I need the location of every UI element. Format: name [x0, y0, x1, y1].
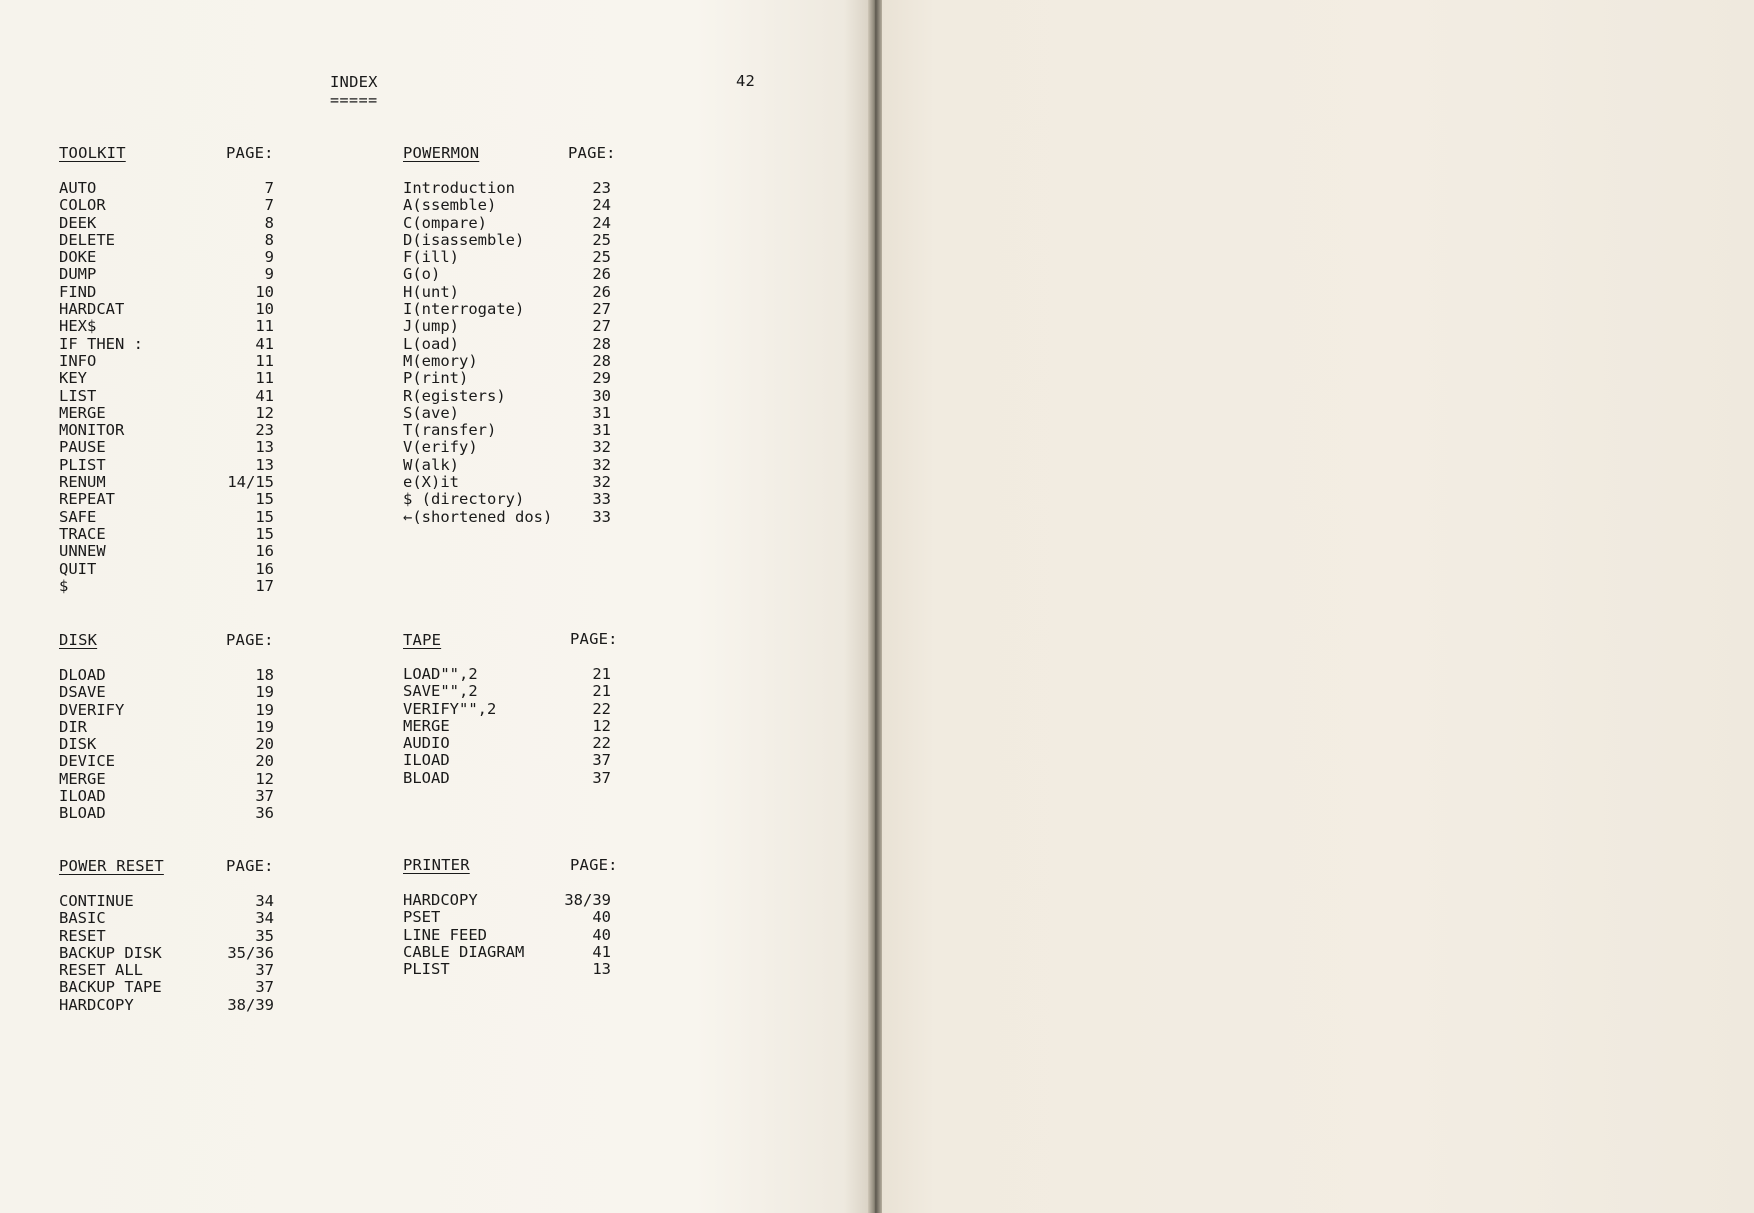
entry-page: 25: [592, 248, 611, 267]
index-entry: [403, 683, 613, 700]
entry-name: DSAVE: [59, 683, 106, 702]
index-entry: [403, 509, 613, 526]
entry-name: PLIST: [59, 455, 106, 474]
entry-page: 37: [255, 978, 274, 997]
index-entry: [59, 561, 279, 578]
entry-page: 40: [592, 908, 611, 927]
entry-name: CONTINUE: [59, 892, 134, 910]
entry-name: KEY: [59, 369, 87, 388]
entry-page: 13: [255, 438, 274, 457]
entry-name: QUIT: [59, 559, 97, 578]
entry-name: T(ransfer): [403, 421, 497, 440]
entry-page: 8: [264, 213, 274, 232]
entry-page: 33: [592, 507, 611, 526]
entry-page: 21: [592, 665, 611, 683]
entry-name: HARDCOPY: [403, 891, 478, 909]
entry-name: LOAD"",2: [403, 665, 478, 683]
entry-page: 25: [592, 230, 611, 249]
entry-name: FIND: [59, 282, 97, 301]
page-column-label-disk: PAGE:: [226, 631, 274, 649]
entry-page: 15: [255, 490, 274, 509]
entry-page: 9: [264, 265, 274, 284]
entry-name: HEX$: [59, 317, 97, 336]
index-entry: [403, 422, 613, 439]
entry-page: 19: [255, 683, 274, 702]
index-entry: [403, 770, 613, 787]
entry-page: 19: [255, 700, 274, 719]
entry-page: 10: [255, 282, 274, 301]
index-entry: [59, 805, 279, 822]
entry-page: 27: [592, 317, 611, 336]
index-entry: [403, 284, 613, 301]
entry-name: e(X)it: [403, 473, 459, 492]
entry-page: 34: [255, 909, 274, 928]
index-entry: [59, 893, 279, 910]
entry-page: 37: [592, 768, 611, 787]
entry-name: MERGE: [59, 403, 106, 422]
entry-name: L(oad): [403, 334, 459, 353]
entry-name: LINE FEED: [403, 925, 487, 944]
entry-page: 32: [592, 455, 611, 474]
entry-page: 11: [255, 351, 274, 370]
entry-name: DIR: [59, 717, 87, 736]
entry-page: 37: [592, 751, 611, 770]
book-spine-gutter: [868, 0, 882, 1213]
index-entry: [59, 197, 279, 214]
entry-page: 17: [255, 576, 274, 595]
entry-name: RESET ALL: [59, 961, 143, 980]
index-entry: [59, 474, 279, 491]
entry-name: SAFE: [59, 507, 97, 526]
entry-page: 20: [255, 735, 274, 754]
left-page: [0, 0, 870, 1213]
entry-name: BACKUP DISK: [59, 943, 162, 962]
entry-name: A(ssemble): [403, 196, 497, 215]
index-entry: [59, 405, 279, 422]
index-entry: [59, 997, 279, 1014]
entry-name: ILOAD: [403, 751, 450, 770]
index-entry: [59, 928, 279, 945]
index-entry: [403, 249, 613, 266]
entry-page: 9: [264, 248, 274, 267]
entry-name: IF THEN :: [59, 334, 143, 353]
entry-name: DVERIFY: [59, 700, 125, 719]
entry-page: 7: [264, 196, 274, 215]
index-entry: [59, 336, 279, 353]
entry-page: 11: [255, 369, 274, 388]
entry-page: 31: [592, 403, 611, 422]
entry-name: MONITOR: [59, 421, 125, 440]
entry-page: 15: [255, 507, 274, 526]
index-entry: [59, 771, 279, 788]
entry-page: 28: [592, 334, 611, 353]
index-entry: [59, 422, 279, 439]
entry-page: 40: [592, 925, 611, 944]
index-entry: [403, 666, 613, 683]
entry-name: F(ill): [403, 248, 459, 267]
entry-page: 29: [592, 369, 611, 388]
entry-name: RENUM: [59, 473, 106, 492]
entry-page: 37: [255, 787, 274, 806]
entry-page: 8: [264, 230, 274, 249]
index-entry: [403, 215, 613, 232]
entry-page: 33: [592, 490, 611, 509]
entry-name: RESET: [59, 926, 106, 945]
index-entry: [59, 180, 279, 197]
entry-name: AUDIO: [403, 734, 450, 753]
entry-page: 19: [255, 717, 274, 736]
index-list-power-reset: [59, 893, 279, 1014]
entry-name: M(emory): [403, 351, 478, 370]
entry-page: 38/39: [564, 891, 611, 909]
entry-name: DEEK: [59, 213, 97, 232]
index-entry: [403, 892, 613, 909]
entry-page: 38/39: [227, 995, 274, 1014]
entry-name: $: [59, 576, 69, 595]
entry-page: 27: [592, 300, 611, 319]
index-entry: [59, 979, 279, 996]
entry-page: 22: [592, 734, 611, 753]
entry-name: INFO: [59, 351, 97, 370]
index-entry: [403, 701, 613, 718]
index-entry: [59, 910, 279, 927]
page-number: 42: [736, 72, 756, 90]
entry-page: 36: [255, 804, 274, 823]
entry-name: DOKE: [59, 248, 97, 267]
entry-page: 20: [255, 752, 274, 771]
entry-page: 10: [255, 300, 274, 319]
entry-name: REPEAT: [59, 490, 115, 509]
index-entry: [403, 197, 613, 214]
entry-page: 12: [255, 403, 274, 422]
entry-page: 23: [255, 421, 274, 440]
entry-name: ←(shortened dos): [403, 507, 553, 526]
index-entry: [403, 266, 613, 283]
entry-name: H(unt): [403, 282, 459, 301]
entry-page: 35: [255, 926, 274, 945]
entry-page: 34: [255, 892, 274, 910]
entry-page: 12: [255, 769, 274, 788]
index-entry: [59, 962, 279, 979]
index-entry: [403, 909, 613, 926]
entry-page: 41: [255, 334, 274, 353]
entry-name: MERGE: [59, 769, 106, 788]
entry-name: BLOAD: [59, 804, 106, 823]
entry-name: I(nterrogate): [403, 300, 525, 319]
page-title: INDEX: [330, 73, 378, 91]
entry-name: TRACE: [59, 524, 106, 543]
index-entry: [403, 232, 613, 249]
entry-name: Introduction: [403, 179, 515, 197]
page-column-label-tape: PAGE:: [570, 630, 618, 648]
index-entry: [59, 526, 279, 543]
entry-page: 28: [592, 351, 611, 370]
entry-name: DLOAD: [59, 666, 106, 684]
entry-name: PSET: [403, 908, 441, 927]
index-entry: [403, 474, 613, 491]
page-column-label-powermon: PAGE:: [568, 144, 616, 162]
index-entry: [403, 752, 613, 769]
index-entry: [403, 439, 613, 456]
entry-name: AUTO: [59, 179, 97, 197]
entry-name: S(ave): [403, 403, 459, 422]
index-entry: [403, 180, 613, 197]
section-heading-tape: TAPE: [403, 631, 442, 649]
entry-name: LIST: [59, 386, 97, 405]
entry-name: DISK: [59, 735, 97, 754]
index-entry: [59, 788, 279, 805]
entry-name: DEVICE: [59, 752, 115, 771]
page-column-label-printer: PAGE:: [570, 856, 618, 874]
entry-page: 24: [592, 196, 611, 215]
index-list-powermon: [403, 180, 613, 526]
entry-page: 41: [592, 942, 611, 961]
section-heading-disk: DISK: [59, 631, 98, 649]
entry-name: D(isassemble): [403, 230, 525, 249]
index-entry: [59, 388, 279, 405]
index-entry: [59, 753, 279, 770]
entry-name: MERGE: [403, 716, 450, 735]
entry-name: G(o): [403, 265, 441, 284]
entry-name: P(rint): [403, 369, 469, 388]
entry-page: 41: [255, 386, 274, 405]
index-entry: [403, 944, 613, 961]
index-entry: [59, 370, 279, 387]
entry-page: 16: [255, 559, 274, 578]
section-heading-powermon: POWERMON: [403, 144, 480, 162]
entry-name: UNNEW: [59, 542, 106, 561]
entry-name: BASIC: [59, 909, 106, 928]
entry-page: 32: [592, 473, 611, 492]
index-entry: [403, 718, 613, 735]
entry-name: VERIFY"",2: [403, 699, 497, 718]
index-entry: [59, 509, 279, 526]
entry-page: 21: [592, 682, 611, 701]
entry-name: V(erify): [403, 438, 478, 457]
entry-name: J(ump): [403, 317, 459, 336]
index-entry: [59, 301, 279, 318]
index-entry: [59, 284, 279, 301]
index-entry: [403, 491, 613, 508]
entry-name: BLOAD: [403, 768, 450, 787]
index-entry: [59, 318, 279, 335]
page-column-label-toolkit: PAGE:: [226, 144, 274, 162]
index-entry: [403, 353, 613, 370]
index-entry: [59, 945, 279, 962]
section-heading-power-reset: POWER RESET: [59, 857, 164, 875]
index-entry: [403, 405, 613, 422]
index-entry: [403, 388, 613, 405]
entry-page: 15: [255, 524, 274, 543]
index-entry: [59, 439, 279, 456]
index-entry: [403, 370, 613, 387]
index-entry: [59, 266, 279, 283]
entry-page: 24: [592, 213, 611, 232]
index-entry: [403, 961, 613, 978]
entry-name: R(egisters): [403, 386, 506, 405]
entry-name: W(alk): [403, 455, 459, 474]
section-heading-toolkit: TOOLKIT: [59, 144, 126, 162]
index-list-printer: [403, 892, 613, 978]
entry-page: 11: [255, 317, 274, 336]
entry-page: 31: [592, 421, 611, 440]
entry-page: 37: [255, 961, 274, 980]
entry-name: DUMP: [59, 265, 97, 284]
index-entry: [59, 215, 279, 232]
index-entry: [59, 543, 279, 560]
section-heading-printer: PRINTER: [403, 856, 470, 874]
entry-name: $ (directory): [403, 490, 525, 509]
entry-page: 14/15: [227, 473, 274, 492]
entry-page: 13: [255, 455, 274, 474]
entry-page: 23: [592, 179, 611, 197]
entry-name: PLIST: [403, 960, 450, 979]
entry-page: 30: [592, 386, 611, 405]
entry-name: HARDCAT: [59, 300, 125, 319]
index-entry: [59, 736, 279, 753]
entry-page: 7: [264, 179, 274, 197]
index-entry: [403, 927, 613, 944]
right-page-blank: [882, 0, 1754, 1213]
entry-name: HARDCOPY: [59, 995, 134, 1014]
entry-name: C(ompare): [403, 213, 487, 232]
index-entry: [59, 491, 279, 508]
entry-name: COLOR: [59, 196, 106, 215]
index-entry: [59, 232, 279, 249]
entry-page: 22: [592, 699, 611, 718]
index-entry: [59, 667, 279, 684]
index-entry: [403, 457, 613, 474]
entry-page: 12: [592, 716, 611, 735]
entry-name: DELETE: [59, 230, 115, 249]
index-entry: [403, 336, 613, 353]
index-entry: [403, 301, 613, 318]
entry-name: BACKUP TAPE: [59, 978, 162, 997]
index-entry: [59, 353, 279, 370]
index-entry: [59, 578, 279, 595]
entry-name: SAVE"",2: [403, 682, 478, 701]
index-entry: [59, 684, 279, 701]
index-entry: [59, 702, 279, 719]
index-entry: [59, 719, 279, 736]
entry-page: 13: [592, 960, 611, 979]
entry-page: 18: [255, 666, 274, 684]
index-entry: [403, 735, 613, 752]
entry-page: 35/36: [227, 943, 274, 962]
entry-page: 26: [592, 265, 611, 284]
entry-page: 32: [592, 438, 611, 457]
entry-name: CABLE DIAGRAM: [403, 942, 525, 961]
entry-page: 16: [255, 542, 274, 561]
entry-name: PAUSE: [59, 438, 106, 457]
index-list-disk: [59, 667, 279, 823]
index-entry: [59, 457, 279, 474]
index-list-toolkit: [59, 180, 279, 595]
index-entry: [59, 249, 279, 266]
index-list-tape: [403, 666, 613, 787]
entry-page: 26: [592, 282, 611, 301]
page-column-label-power-reset: PAGE:: [226, 857, 274, 875]
title-underline: =====: [330, 91, 378, 109]
index-entry: [403, 318, 613, 335]
entry-name: ILOAD: [59, 787, 106, 806]
